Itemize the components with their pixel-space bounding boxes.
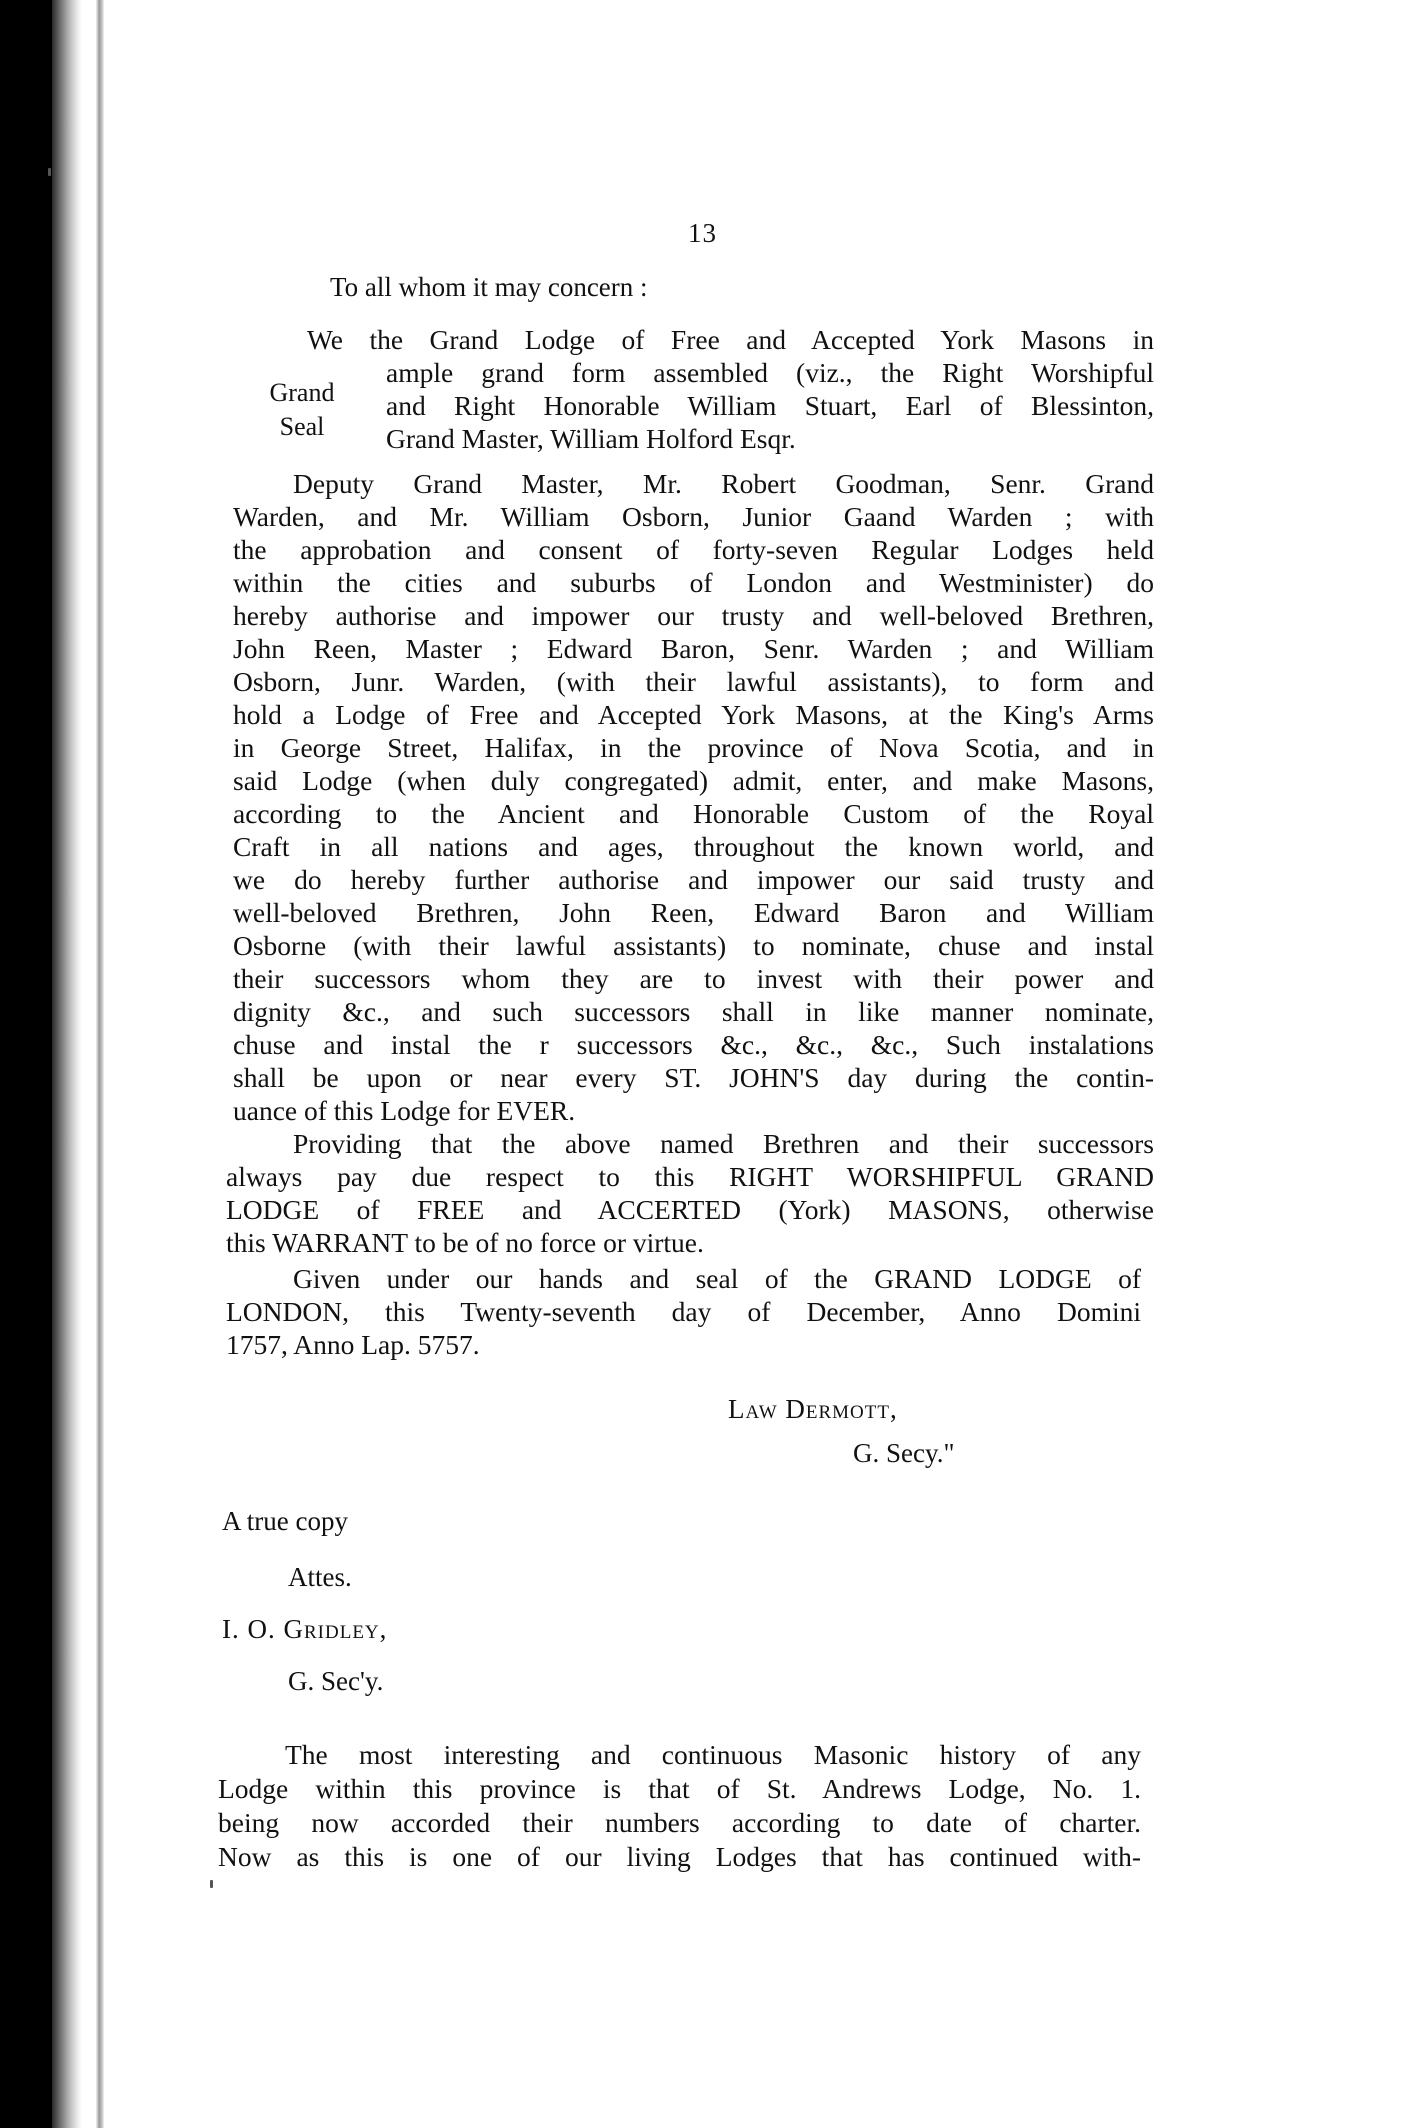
scan-gutter-line (96, 0, 104, 2128)
signature-name: Law Dermott, (728, 1394, 898, 1424)
attestation-name: I. O. Gridley, (222, 1614, 388, 1644)
charter-line: Osborne (with their lawful assistants) to nominate, chuse and instal (233, 930, 1154, 961)
charter-line: their successors whom they are to invest with their power and (233, 963, 1154, 994)
charter-line: this WARRANT to be of no force or virtue. (226, 1227, 704, 1258)
charter-line: Craft in all nations and ages, throughout the known world, and (233, 831, 1154, 862)
charter-line: we do hereby further authorise and impower our said trusty and (233, 864, 1154, 895)
charter-line: Providing that the above named Brethren and their successors (293, 1128, 1154, 1159)
attestation-title: G. Sec'y. (288, 1666, 384, 1696)
closing-line: The most interesting and continuous Masonic history of any (285, 1739, 1141, 1770)
charter-line: Grand Master, William Holford Esqr. (386, 423, 796, 454)
charter-line: and Right Honorable William Stuart, Earl of Blessinton, (386, 390, 1154, 421)
charter-line: in George Street, Halifax, in the province of Nova Scotia, and in (233, 732, 1154, 763)
charter-line: according to the Ancient and Honorable Custom of the Royal (233, 798, 1154, 829)
closing-line: Lodge within this province is that of St. Andrews Lodge, No. 1. (218, 1773, 1141, 1804)
scan-spine-shadow (0, 0, 52, 2128)
closing-line: Now as this is one of our living Lodges that has continued with- (218, 1841, 1141, 1872)
page-number: 13 (688, 218, 717, 248)
attes-label: Attes. (288, 1562, 352, 1592)
closing-line: being now accorded their numbers according to date of charter. (218, 1807, 1141, 1838)
charter-line: ample grand form assembled (viz., the Right Worshipful (386, 357, 1154, 388)
charter-line: always pay due respect to this RIGHT WORSHIPFUL GRAND (226, 1161, 1154, 1192)
charter-line: said Lodge (when duly congregated) admit, enter, and make Masons, (233, 765, 1154, 796)
scan-speck (48, 168, 51, 176)
charter-line: Deputy Grand Master, Mr. Robert Goodman, Senr. Grand (293, 468, 1154, 499)
charter-line: uance of this Lodge for EVER. (233, 1095, 576, 1126)
charter-line: shall be upon or near every ST. JOHN'S day during the contin- (233, 1062, 1154, 1093)
charter-line: well-beloved Brethren, John Reen, Edward Baron and William (233, 897, 1154, 928)
salutation: To all whom it may concern : (330, 272, 648, 302)
seal-label-line: Seal (279, 412, 325, 441)
charter-line: LODGE of FREE and ACCERTED (York) MASONS, otherwise (226, 1194, 1154, 1225)
charter-line: hereby authorise and impower our trusty and well-beloved Brethren, (233, 600, 1154, 631)
grand-seal-label (252, 376, 352, 444)
charter-line: 1757, Anno Lap. 5757. (226, 1329, 480, 1360)
seal-label-line: Grand (269, 378, 335, 407)
charter-line: Given under our hands and seal of the GRAND LODGE of (293, 1263, 1141, 1294)
charter-line: hold a Lodge of Free and Accepted York Masons, at the King's Arms (233, 699, 1154, 730)
charter-line: We the Grand Lodge of Free and Accepted York Masons in (307, 324, 1154, 355)
charter-line: dignity &c., and such successors shall in like manner nominate, (233, 996, 1154, 1027)
scan-spine-gradient (52, 0, 82, 2128)
charter-line: Osborn, Junr. Warden, (with their lawful assistants), to form and (233, 666, 1154, 697)
signature-title: G. Secy." (853, 1438, 955, 1468)
charter-line: within the cities and suburbs of London and Westminister) do (233, 567, 1154, 598)
charter-line: Warden, and Mr. William Osborn, Junior Gaand Warden ; with (233, 501, 1154, 532)
charter-line: LONDON, this Twenty-seventh day of December, Anno Domini (226, 1296, 1141, 1327)
charter-line: chuse and instal the r successors &c., &c., &c., Such instalations (233, 1029, 1154, 1060)
charter-line: the approbation and consent of forty-seven Regular Lodges held (233, 534, 1154, 565)
charter-line: John Reen, Master ; Edward Baron, Senr. Warden ; and William (233, 633, 1154, 664)
true-copy-label: A true copy (222, 1506, 348, 1536)
scan-speck (210, 1880, 213, 1888)
